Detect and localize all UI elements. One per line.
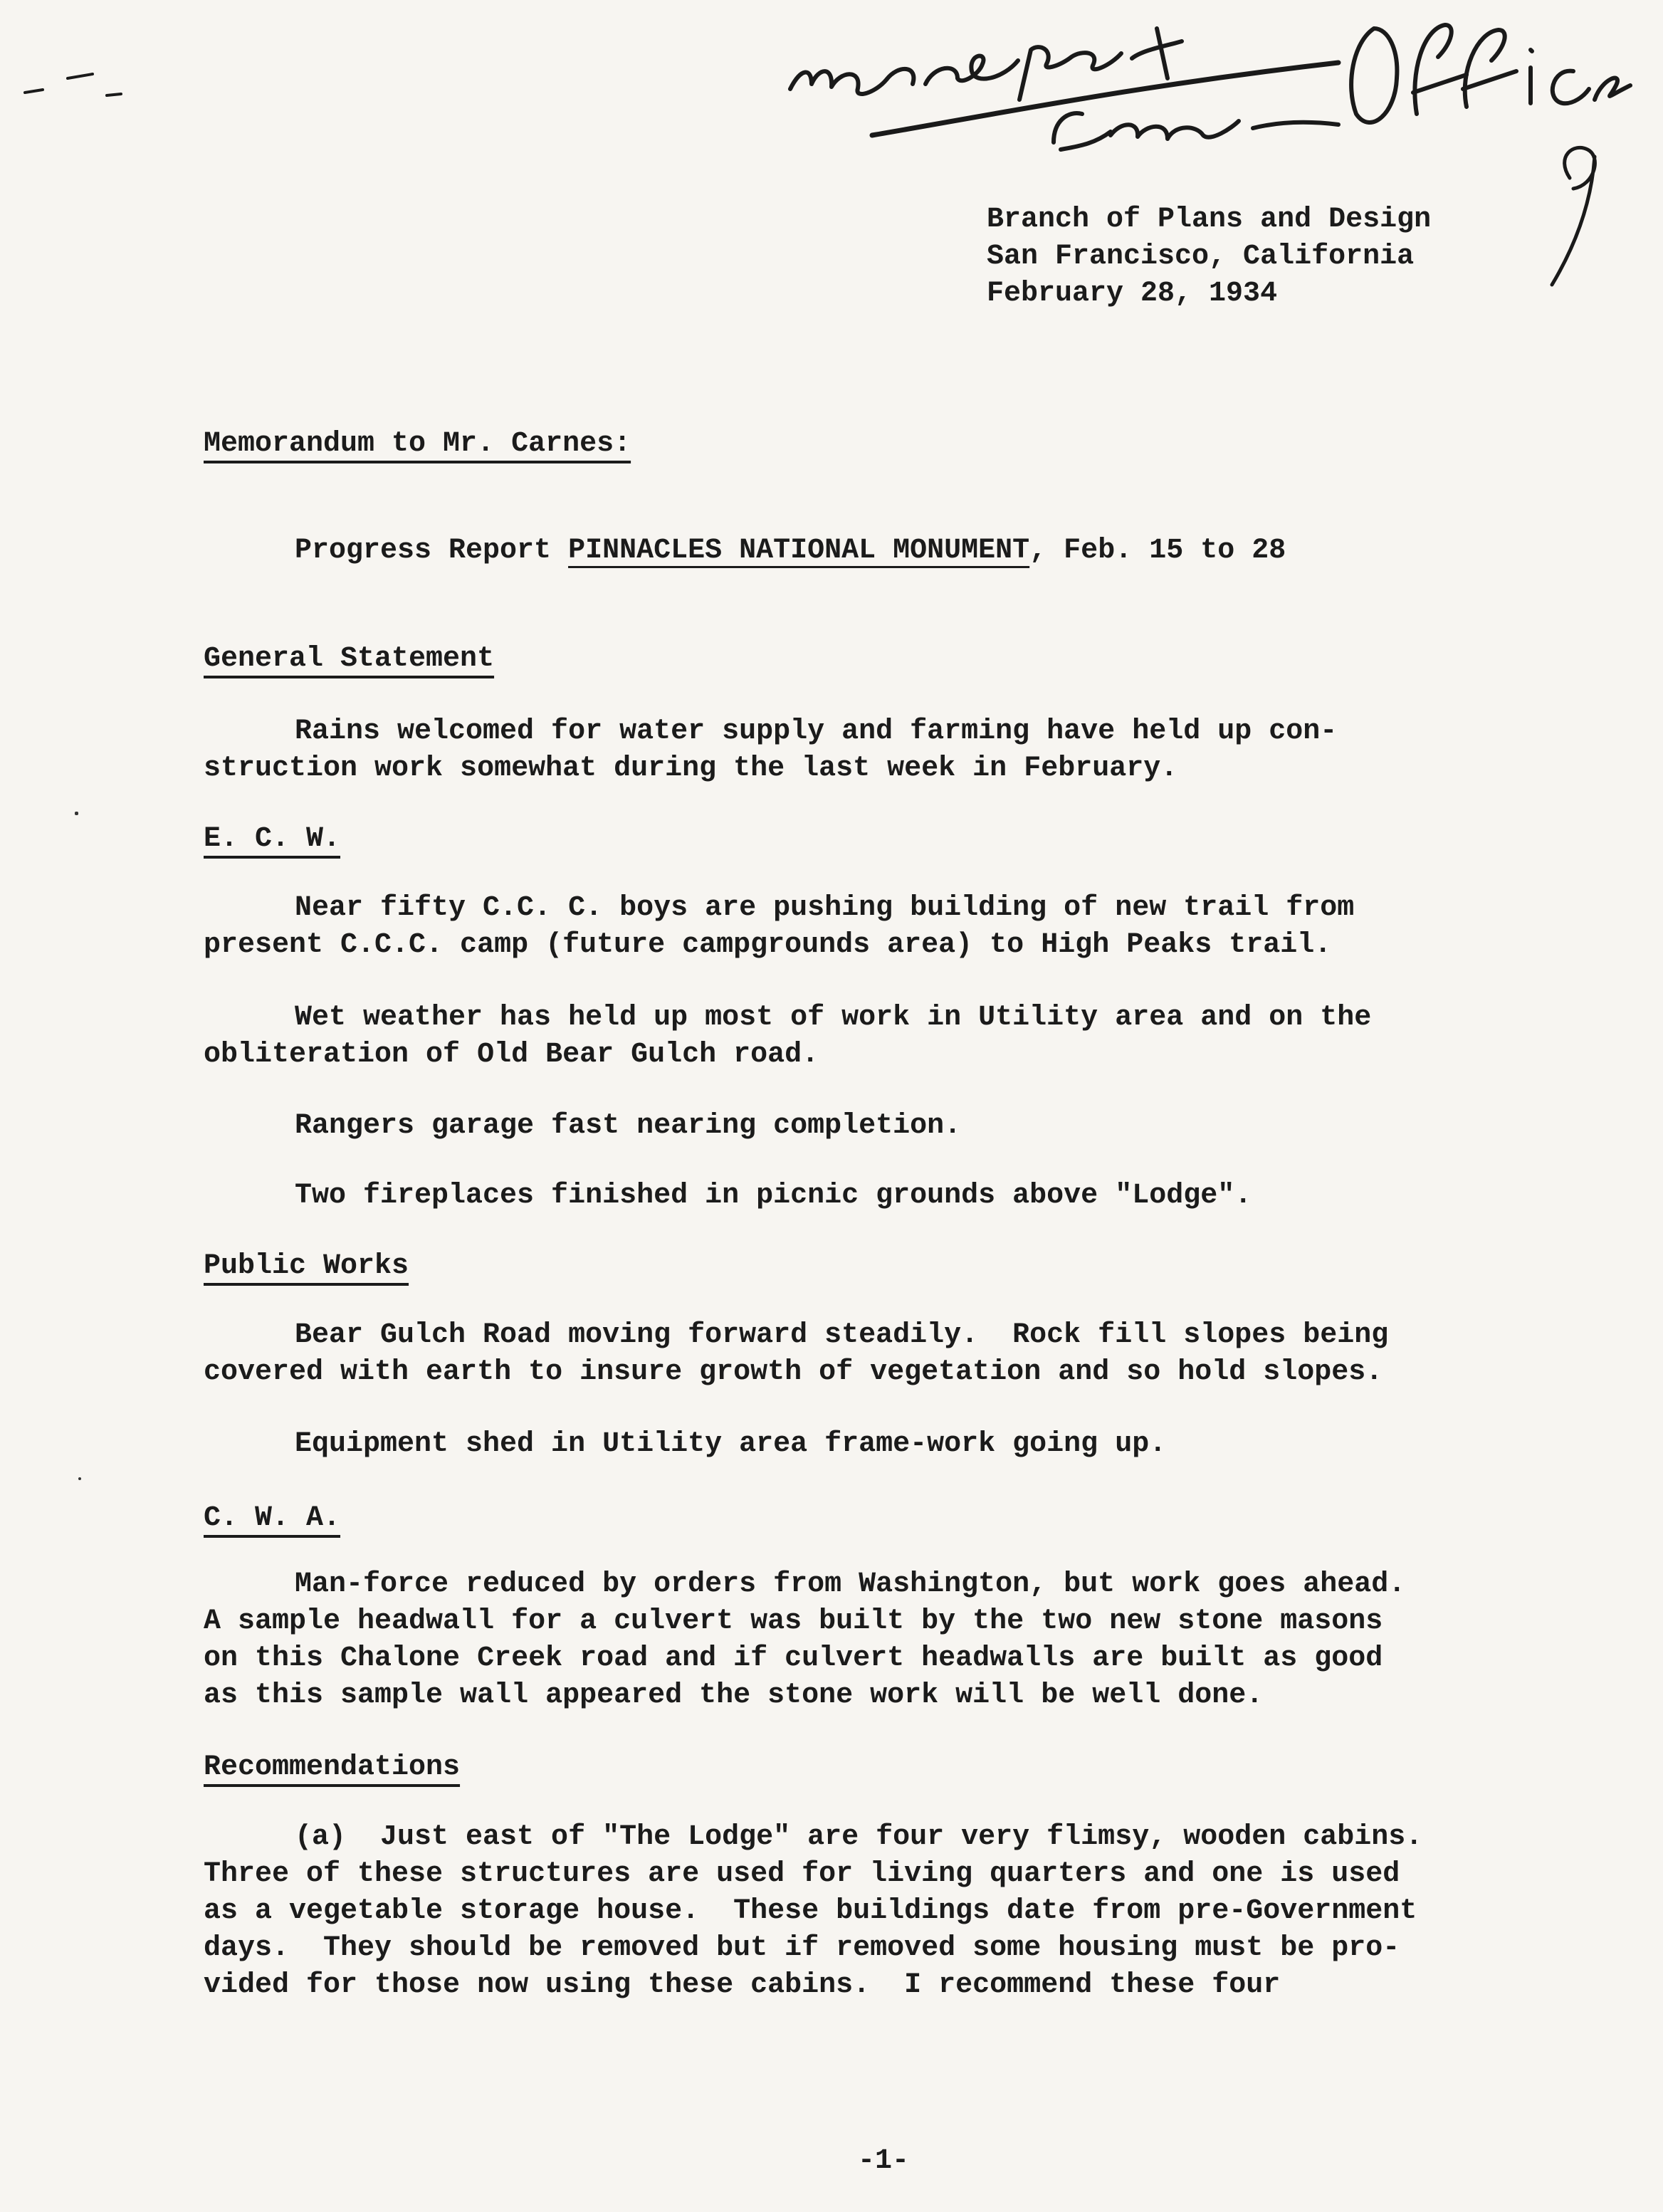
paragraph-line: Bear Gulch Road moving forward steadily. Rock fill slopes being [295, 1319, 1389, 1351]
paragraph-line: Man-force reduced by orders from Washington, but work goes ahead. [295, 1568, 1406, 1600]
letterhead-office: Branch of Plans and Design [987, 204, 1432, 236]
paragraph-line: present C.C.C. camp (future campgrounds area) to High Peaks trail. [204, 929, 1332, 961]
page-number: -1- [858, 2145, 910, 2177]
subject-title: PINNACLES NATIONAL MONUMENT [568, 535, 1030, 567]
paragraph-line: Equipment shed in Utility area frame-work going up. [295, 1428, 1167, 1460]
subject-suffix: , Feb. 15 to 28 [1029, 535, 1286, 567]
handwritten-annotation [0, 0, 1663, 327]
memo-subject [295, 533, 1286, 570]
paragraph-line: A sample headwall for a culvert was built by the two new stone masons [204, 1605, 1383, 1637]
paragraph-line: as this sample wall appeared the stone work will be well done. [204, 1679, 1264, 1712]
paragraph-line: obliteration of Old Bear Gulch road. [204, 1039, 819, 1071]
memo-salutation: Memorandum to Mr. Carnes: [204, 428, 631, 460]
section-heading-general: General Statement [204, 643, 495, 675]
paragraph-line: Rains welcomed for water supply and farming have held up con- [295, 716, 1338, 748]
paper-speck [78, 1477, 81, 1480]
paragraph-line: days. They should be removed but if removed some housing must be pro- [204, 1932, 1400, 1964]
paragraph-line: Near fifty C.C. C. boys are pushing building of new trail from [295, 892, 1355, 924]
paragraph-line: Three of these structures are used for living quarters and one is used [204, 1858, 1400, 1890]
paragraph-line: (a) Just east of "The Lodge" are four very flimsy, wooden cabins. [295, 1821, 1423, 1853]
paragraph-line: Two fireplaces finished in picnic grounds above "Lodge". [295, 1180, 1252, 1212]
section-heading-recommendations: Recommendations [204, 1751, 461, 1783]
paragraph-line: covered with earth to insure growth of vegetation and so hold slopes. [204, 1356, 1383, 1388]
section-heading-public-works: Public Works [204, 1250, 409, 1282]
paragraph-line: vided for those now using these cabins. I recommend these four [204, 1969, 1281, 2001]
section-heading-ecw: E. C. W. [204, 823, 341, 855]
section-heading-cwa: C. W. A. [204, 1502, 341, 1534]
letterhead-city: San Francisco, California [987, 241, 1415, 273]
paragraph-line: struction work somewhat during the last week in February. [204, 753, 1178, 785]
subject-prefix: Progress Report [295, 535, 569, 567]
paragraph-line: on this Chalone Creek road and if culvert headwalls are built as good [204, 1642, 1383, 1674]
paragraph-line: Rangers garage fast nearing completion. [295, 1110, 962, 1142]
paper-speck [75, 812, 78, 815]
paragraph-line: Wet weather has held up most of work in Utility area and on the [295, 1002, 1372, 1034]
paragraph-line: as a vegetable storage house. These buildings date from pre-Government [204, 1895, 1417, 1927]
letterhead-date: February 28, 1934 [987, 278, 1278, 310]
